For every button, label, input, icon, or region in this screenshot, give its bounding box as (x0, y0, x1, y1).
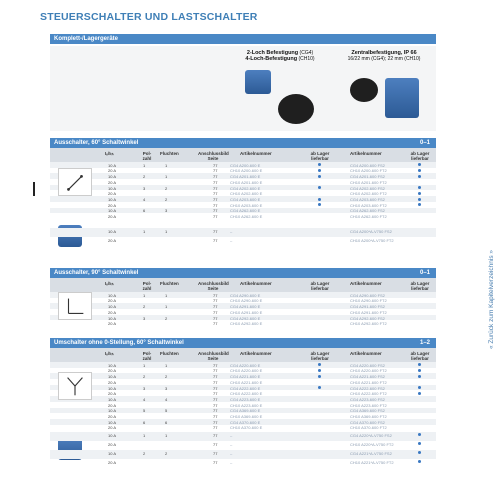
in-stock-dot (418, 433, 421, 436)
in-stock-dot (318, 175, 321, 178)
in-stock-dot (318, 163, 321, 166)
table-row (50, 425, 436, 431)
in-stock-dot (318, 375, 321, 378)
in-stock-dot (418, 386, 421, 389)
current-cell: 20 A (108, 298, 117, 304)
current-cell: 10 A (108, 208, 117, 214)
diagram-page-cell: 77 (213, 174, 218, 180)
in-stock-dot (418, 163, 421, 166)
poles-cell: 2 (143, 374, 146, 380)
in-stock-dot (418, 192, 421, 195)
diagram-page-cell: 77 (213, 432, 218, 438)
diagram-page-cell: 77 (213, 362, 218, 368)
in-stock-dot (418, 375, 421, 378)
table-row (50, 228, 436, 237)
in-stock-dot (418, 392, 421, 395)
diagram-page-cell: 77 (213, 396, 218, 402)
poles-cell: 2 (143, 174, 146, 180)
diagram-page-cell: 77 (213, 450, 218, 456)
table-section-2 (50, 292, 436, 326)
current-cell: 10 A (108, 196, 117, 202)
article-left-cell: CG4 A220-600 E (230, 362, 261, 368)
article-right-cell: CG4 A203-600 FS2 (350, 196, 385, 202)
table-row (50, 441, 436, 450)
stages-cell: 2 (165, 185, 168, 191)
article-right-cell: CG4 A201-600 FS2 (350, 174, 385, 180)
diagram-page-cell: 77 (213, 419, 218, 425)
current-cell: 20 A (108, 179, 117, 185)
poles-cell: 1 (143, 228, 146, 234)
poles-cell: 6 (143, 208, 146, 214)
article-left-cell: CG4 A203-600 E (230, 196, 261, 202)
switch-image-cg4 (245, 70, 271, 94)
article-left-cell: CH10 A202-600 E (230, 191, 263, 197)
column-header-row: Iₑ/Iₜₕ Pol-zahl Fluchten Anschlussbild Seite Artikelnummer ab Lager lieferbar Artikelnummer ab Lager lieferbar (50, 348, 436, 362)
current-cell: 20 A (108, 237, 117, 243)
diagram-page-cell: 77 (213, 179, 218, 185)
stages-cell: 1 (165, 228, 168, 234)
current-cell: 20 A (108, 368, 117, 374)
page-title: STEUERSCHALTER UND LASTSCHALTER (40, 11, 258, 23)
poles-cell: 4 (143, 396, 146, 402)
article-right-cell: CG4 A291-600 FS2 (350, 304, 385, 310)
diagram-page-cell: 77 (213, 309, 218, 315)
poles-cell: 2 (143, 450, 146, 456)
diagram-page-cell: 77 (213, 191, 218, 197)
article-left-cell: CG4 A221-600 E (230, 374, 261, 380)
table-row (50, 237, 436, 246)
in-stock-dot (418, 175, 421, 178)
article-right-cell: CH10 A200*A-V750 FT2 (350, 237, 394, 243)
poles-cell: 3 (143, 385, 146, 391)
article-right-cell: CH10 A223-600 FT2 (350, 402, 387, 408)
current-cell: 20 A (108, 413, 117, 419)
current-cell: 10 A (108, 396, 117, 402)
diagram-page-cell: 77 (213, 228, 218, 234)
diagram-page-cell: 77 (213, 208, 218, 214)
diagram-page-cell: 77 (213, 304, 218, 310)
article-left-cell: CG4 A201-600 E (230, 174, 261, 180)
current-cell: 10 A (108, 292, 117, 298)
in-stock-dot (418, 369, 421, 372)
diagram-page-cell: 77 (213, 237, 218, 243)
article-left-cell: CG4 A291-600 E (230, 304, 261, 310)
back-to-chapter-link[interactable]: « Zurück zum Kapitelverzeichnis » (488, 250, 495, 349)
contact-diagram-thumb (58, 372, 92, 400)
table-section-3-extra (50, 432, 436, 468)
poles-cell: 1 (143, 292, 146, 298)
diagram-page-cell: 77 (213, 185, 218, 191)
current-cell: 20 A (108, 379, 117, 385)
binding-marks (33, 182, 37, 196)
article-right-cell: CG4 A262-600 FS2 (350, 208, 385, 214)
table-section-1 (50, 162, 436, 219)
current-cell: 10 A (108, 228, 117, 234)
article-right-cell: CG4 A222-600 FS2 (350, 385, 385, 391)
article-left-cell: CH10 A201-600 E (230, 179, 263, 185)
article-left-cell: CH10 A369-600 E (230, 413, 263, 419)
poles-cell: 1 (143, 362, 146, 368)
article-left-cell: CG4 A222-600 E (230, 385, 261, 391)
current-cell: 20 A (108, 213, 117, 219)
stages-cell: 2 (165, 196, 168, 202)
article-left-cell: CG4 A290-600 E (230, 292, 261, 298)
stages-cell: 1 (165, 292, 168, 298)
diagram-page-cell: 77 (213, 298, 218, 304)
stages-cell: 1 (165, 362, 168, 368)
current-cell: 20 A (108, 321, 117, 327)
article-left-cell: CG4 A262-600 E (230, 208, 261, 214)
column-header-row: Iₑ/Iₜₕ Pol-zahl Fluchten Anschlussbild Seite Artikelnummer ab Lager lieferbar Artikelnummer ab Lager lieferbar (50, 278, 436, 292)
stages-cell: 2 (165, 450, 168, 456)
table-row (50, 459, 436, 468)
article-left-cell: CG4 A369-600 E (230, 408, 261, 414)
article-left-cell: CH10 A220-600 E (230, 368, 263, 374)
article-right-cell: CG4 A369-600 FS2 (350, 408, 385, 414)
article-left-cell: CG4 A200-600 E (230, 162, 261, 168)
article-right-cell: CG4 A220-600 FS2 (350, 362, 385, 368)
diagram-page-cell: 77 (213, 162, 218, 168)
article-right-cell: CH10 A291-600 FT2 (350, 309, 387, 315)
poles-cell: 3 (143, 185, 146, 191)
in-stock-dot (418, 442, 421, 445)
stages-cell: 5 (165, 408, 168, 414)
article-left-cell: CH10 A290-600 E (230, 298, 263, 304)
article-right-cell: CH10 A221*A-V750 FT2 (350, 459, 394, 465)
article-right-cell: CH10 A220-600 FT2 (350, 368, 387, 374)
table-row (50, 320, 436, 326)
article-right-cell: CH10 A221-600 FT2 (350, 379, 387, 385)
current-cell: 10 A (108, 174, 117, 180)
current-cell: 20 A (108, 202, 117, 208)
in-stock-dot (418, 203, 421, 206)
current-cell: 20 A (108, 168, 117, 174)
article-right-cell: CH10 A370-600 FT2 (350, 425, 387, 431)
article-left-cell: CG4 A223-600 E (230, 396, 261, 402)
contact-diagram-thumb (58, 168, 92, 196)
article-right-cell: CG4 A223-600 FS2 (350, 396, 385, 402)
article-left-cell: CH10 A222-600 E (230, 391, 263, 397)
diagram-page-cell: 77 (213, 413, 218, 419)
current-cell: 10 A (108, 385, 117, 391)
current-cell: 10 A (108, 162, 117, 168)
in-stock-dot (318, 369, 321, 372)
diagram-page-cell: 77 (213, 321, 218, 327)
in-stock-dot (418, 186, 421, 189)
poles-cell: 1 (143, 162, 146, 168)
article-right-cell: CG4 A221-600 FS2 (350, 374, 385, 380)
variant-left-caption: 2-Loch Befestigung (CG4) 4-Loch-Befestigung (CH10) (245, 50, 315, 62)
section-header-complete-devices (50, 34, 436, 44)
section-title: Komplett-/Lagergeräte (54, 36, 119, 42)
current-cell: 10 A (108, 362, 117, 368)
current-cell: 10 A (108, 185, 117, 191)
in-stock-dot (418, 460, 421, 463)
current-cell: 20 A (108, 441, 117, 447)
diagram-page-cell: 77 (213, 391, 218, 397)
article-left-cell: CH10 A262-600 E (230, 213, 263, 219)
poles-cell: 1 (143, 432, 146, 438)
article-left-cell: – (230, 450, 233, 456)
article-right-cell: CH10 A222-600 FT2 (350, 391, 387, 397)
switch-image-ip66-large (385, 78, 419, 118)
poles-cell: 3 (143, 315, 146, 321)
table-row (50, 432, 436, 441)
switch-image-ip66-small (350, 78, 378, 102)
article-right-cell: CH10 A200-600 FT2 (350, 168, 387, 174)
article-left-cell: CG4 A292-600 E (230, 315, 261, 321)
diagram-page-cell: 77 (213, 315, 218, 321)
article-right-cell: CH10 A290-600 FT2 (350, 298, 387, 304)
current-cell: 20 A (108, 425, 117, 431)
product-header-panel (50, 46, 436, 131)
diagram-page-cell: 77 (213, 459, 218, 465)
article-left-cell: CH10 A223-600 E (230, 402, 263, 408)
stages-cell: 3 (165, 385, 168, 391)
section-header-off-switch-90: Ausschalter, 90° Schaltwinkel 0–1 (50, 268, 436, 278)
current-cell: 20 A (108, 391, 117, 397)
article-right-cell: CG4 A220*A-V750 FS2 (350, 432, 392, 438)
article-right-cell: CH10 A262-600 FT2 (350, 213, 387, 219)
variant-right-caption: Zentralbefestigung, IP 66 16/22 mm (CG4); 22 mm (CH10) (347, 50, 421, 62)
current-cell: 10 A (108, 374, 117, 380)
table-row (50, 450, 436, 459)
diagram-page-cell: 77 (213, 385, 218, 391)
stages-cell: 6 (165, 419, 168, 425)
article-left-cell: CG4 A202-600 E (230, 185, 261, 191)
article-left-cell: CH10 A370-600 E (230, 425, 263, 431)
diagram-page-cell: 77 (213, 292, 218, 298)
in-stock-dot (418, 451, 421, 454)
diagram-page-cell: 77 (213, 374, 218, 380)
section-header-changeover-switch: Umschalter ohne 0-Stellung, 60° Schaltwinkel 1–2 (50, 338, 436, 348)
diagram-page-cell: 77 (213, 441, 218, 447)
article-right-cell: CG4 A370-600 FS2 (350, 419, 385, 425)
article-left-cell: CH10 A291-600 E (230, 309, 263, 315)
poles-cell: 4 (143, 196, 146, 202)
stages-cell: 3 (165, 208, 168, 214)
poles-cell: 6 (143, 419, 146, 425)
in-stock-dot (418, 198, 421, 201)
article-left-cell: CH10 A200-600 E (230, 168, 263, 174)
diagram-page-cell: 77 (213, 402, 218, 408)
article-right-cell: CG4 A290-600 FS2 (350, 292, 385, 298)
article-left-cell: CH10 A221-600 E (230, 379, 263, 385)
column-header-row: Iₑ/Iₜₕ Pol-zahl Fluchten Anschlussbild Seite Artikelnummer ab Lager lieferbar Artikelnummer ab Lager lieferbar (50, 148, 436, 162)
article-left-cell: – (230, 459, 233, 465)
current-cell: 20 A (108, 191, 117, 197)
article-right-cell: CH10 A220*A-V750 FT2 (350, 441, 394, 447)
section-header-off-switch-60: Ausschalter, 60° Schaltwinkel 0–1 (50, 138, 436, 148)
current-cell: 10 A (108, 432, 117, 438)
article-right-cell: CG4 A202-600 FS2 (350, 185, 385, 191)
in-stock-dot (318, 203, 321, 206)
article-left-cell: CG4 A370-600 E (230, 419, 261, 425)
in-stock-dot (318, 198, 321, 201)
diagram-page-cell: 77 (213, 202, 218, 208)
stages-cell: 2 (165, 374, 168, 380)
diagram-page-cell: 77 (213, 425, 218, 431)
article-right-cell: CG4 A292-600 FS2 (350, 315, 385, 321)
article-right-cell: CH10 A292-600 FT2 (350, 321, 387, 327)
poles-cell: 2 (143, 304, 146, 310)
article-left-cell: – (230, 441, 233, 447)
in-stock-dot (318, 169, 321, 172)
table-section-3 (50, 362, 436, 430)
current-cell: 10 A (108, 419, 117, 425)
stages-cell: 4 (165, 396, 168, 402)
diagram-page-cell: 77 (213, 196, 218, 202)
current-cell: 10 A (108, 408, 117, 414)
article-left-cell: – (230, 228, 233, 234)
diagram-page-cell: 77 (213, 379, 218, 385)
article-right-cell: CH10 A201-600 FT2 (350, 179, 387, 185)
current-cell: 20 A (108, 309, 117, 315)
table-section-1-extra (50, 228, 436, 246)
article-left-cell: CH10 A203-600 E (230, 202, 263, 208)
article-left-cell: CH10 A292-600 E (230, 321, 263, 327)
contact-diagram-thumb (58, 292, 92, 320)
current-cell: 20 A (108, 402, 117, 408)
article-left-cell: – (230, 432, 233, 438)
table-row (50, 213, 436, 219)
current-cell: 10 A (108, 304, 117, 310)
diagram-page-cell: 77 (213, 168, 218, 174)
in-stock-dot (418, 363, 421, 366)
article-right-cell: CG4 A221*A-V750 FS2 (350, 450, 392, 456)
article-right-cell: CG4 A200-600 FS2 (350, 162, 385, 168)
in-stock-dot (318, 386, 321, 389)
diagram-page-cell: 77 (213, 368, 218, 374)
stages-cell: 2 (165, 315, 168, 321)
article-left-cell: – (230, 237, 233, 243)
article-right-cell: CH10 A203-600 FT2 (350, 202, 387, 208)
current-cell: 10 A (108, 450, 117, 456)
article-right-cell: CH10 A369-600 FT2 (350, 413, 387, 419)
article-right-cell: CG4 A200*A-V750 FS2 (350, 228, 392, 234)
article-right-cell: CH10 A202-600 FT2 (350, 191, 387, 197)
in-stock-dot (318, 363, 321, 366)
diagram-page-cell: 77 (213, 213, 218, 219)
in-stock-dot (418, 169, 421, 172)
stages-cell: 1 (165, 162, 168, 168)
stages-cell: 1 (165, 432, 168, 438)
stages-cell: 1 (165, 304, 168, 310)
current-cell: 10 A (108, 315, 117, 321)
in-stock-dot (318, 186, 321, 189)
switch-image-ch10 (278, 94, 314, 124)
poles-cell: 5 (143, 408, 146, 414)
current-cell: 20 A (108, 459, 117, 465)
diagram-page-cell: 77 (213, 408, 218, 414)
stages-cell: 1 (165, 174, 168, 180)
